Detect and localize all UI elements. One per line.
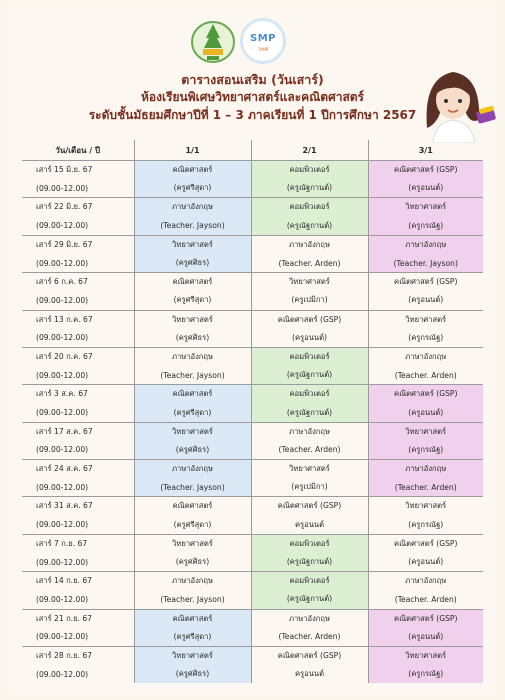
- teacher-cell: ครูอนนต์: [251, 665, 368, 683]
- subject-cell: คณิตศาสตร์ (GSP): [251, 497, 368, 516]
- date-cell: เสาร์ 7 ก.ย. 67: [22, 534, 134, 553]
- table-row: [22, 329, 483, 348]
- table-row: [22, 609, 483, 628]
- table-row: [22, 403, 483, 422]
- date-cell: เสาร์ 17 ส.ค. 67: [22, 422, 134, 441]
- school-emblem-icon: [189, 18, 237, 64]
- teacher-cell: (ครูศรีสุดา): [134, 628, 251, 647]
- date-cell: เสาร์ 13 ก.ค. 67: [22, 310, 134, 329]
- teacher-cell: (ครูณัฐกานต์): [251, 217, 368, 236]
- teacher-cell: (ครูอนนต์): [251, 329, 368, 348]
- subject-cell: คณิตศาสตร์: [134, 161, 251, 180]
- teacher-cell: (Teacher. Jayson): [134, 590, 251, 609]
- table-row: [22, 347, 483, 366]
- subject-cell: ภาษาอังกฤษ: [251, 235, 368, 254]
- header-class-1-1: 1/1: [134, 140, 251, 161]
- subject-cell: คณิตศาสตร์ (GSP): [368, 534, 483, 553]
- teacher-cell: (Teacher. Arden): [394, 370, 457, 380]
- teacher-cell: (ครูศรีสุดา): [134, 516, 251, 535]
- teacher-cell: (Teacher. Arden): [394, 594, 457, 604]
- smp-logo-text: SMP: [250, 33, 276, 44]
- subject-cell: คอมพิวเตอร์: [251, 385, 368, 404]
- subject-cell: วิทยาศาสตร์: [134, 534, 251, 553]
- term-title: ระดับชั้นมัธยมศึกษาปีที่ 1 – 3 ภาคเรียนที่ 1 ปีการศึกษา 2567: [88, 108, 417, 122]
- table-row: [22, 366, 483, 385]
- teacher-cell: (ครูศรีสุดา): [134, 179, 251, 198]
- teacher-cell: (Teacher. Jayson): [368, 254, 483, 273]
- teacher-cell: (ครูศศิธร): [134, 665, 251, 683]
- teacher-cell: (Teacher. Jayson): [134, 366, 251, 385]
- table-row: [22, 628, 483, 647]
- table-row: [22, 198, 483, 217]
- teacher-cell: (ครูอนนต์): [408, 557, 444, 567]
- table-row: [22, 534, 483, 553]
- header-class-3-1: 3/1: [368, 140, 483, 161]
- subject-cell: คณิตศาสตร์ (GSP): [368, 609, 483, 628]
- subject-cell: คณิตศาสตร์ (GSP): [368, 385, 483, 404]
- subject-cell: วิทยาศาสตร์: [134, 422, 251, 441]
- time-cell: (09.00-12.00): [22, 254, 134, 273]
- subject-cell: ภาษาอังกฤษ: [368, 572, 483, 591]
- date-cell: เสาร์ 22 มิ.ย. 67: [22, 198, 134, 217]
- subject-cell: ภาษาอังกฤษ: [368, 347, 483, 366]
- schedule-table: [22, 140, 483, 683]
- subject-cell: วิทยาศาสตร์: [368, 310, 483, 329]
- teacher-cell: (ครูเปมิกา): [251, 478, 368, 497]
- subject-cell: วิทยาศาสตร์: [251, 273, 368, 292]
- table-row: [22, 478, 483, 497]
- date-cell: เสาร์ 6 ก.ค. 67: [22, 273, 134, 292]
- subject-cell: คณิตศาสตร์: [134, 385, 251, 404]
- subject-cell: คอมพิวเตอร์: [251, 161, 368, 180]
- subject-cell: ภาษาอังกฤษ: [251, 422, 368, 441]
- time-cell: (09.00-12.00): [22, 590, 134, 609]
- table-row: [22, 235, 483, 254]
- subject-cell: คอมพิวเตอร์: [251, 534, 368, 553]
- table-row: [22, 516, 483, 535]
- time-cell: (09.00-12.00): [22, 516, 134, 535]
- teacher-cell: (Teacher. Arden): [251, 254, 368, 273]
- teacher-cell: (ครูอนนต์): [368, 179, 483, 198]
- table-row: [22, 273, 483, 292]
- subject-cell: ภาษาอังกฤษ: [134, 347, 251, 366]
- time-cell: (09.00-12.00): [22, 441, 134, 460]
- table-row: [22, 310, 483, 329]
- teacher-cell: (ครูศศิธร): [134, 254, 251, 273]
- teacher-cell: (ครูกรณัฐ): [368, 441, 483, 460]
- subject-cell: ภาษาอังกฤษ: [134, 198, 251, 217]
- header-class-2-1: 2/1: [251, 140, 368, 161]
- table-row: [22, 460, 483, 479]
- time-cell: (09.00-12.00): [22, 291, 134, 310]
- subject-cell: ภาษาอังกฤษ: [368, 235, 483, 254]
- teacher-cell: (ครูณัฐกานต์): [251, 179, 368, 198]
- date-cell: เสาร์ 14 ก.ย. 67: [22, 572, 134, 591]
- schedule-title: ตารางสอนเสริม (วันเสาร์): [181, 72, 324, 87]
- time-cell: (09.00-12.00): [22, 179, 134, 198]
- table-row: [22, 217, 483, 236]
- teacher-cell: (ครูกรณัฐ): [408, 332, 444, 342]
- teacher-cell: (ครูอนนต์): [408, 295, 444, 305]
- teacher-cell: (ครูอนนต์): [368, 628, 483, 647]
- teacher-cell: (ครูศศิธร): [134, 553, 251, 572]
- subject-cell: ภาษาอังกฤษ: [134, 572, 251, 591]
- subject-cell: คอมพิวเตอร์: [251, 198, 368, 217]
- teacher-cell: (Teacher. Arden): [251, 441, 368, 460]
- subject-cell: คณิตศาสตร์ (GSP): [251, 310, 368, 329]
- table-row: [22, 291, 483, 310]
- subject-cell: วิทยาศาสตร์: [134, 235, 251, 254]
- table-header-row: [22, 140, 483, 161]
- subject-cell: คณิตศาสตร์: [134, 273, 251, 292]
- date-cell: เสาร์ 28 ก.ย. 67: [22, 646, 134, 665]
- teacher-cell: (Teacher. Arden): [251, 628, 368, 647]
- table-row: [22, 572, 483, 591]
- subject-cell: คอมพิวเตอร์: [251, 572, 368, 591]
- teacher-cell: (ครูณัฐกานต์): [251, 403, 368, 422]
- header-date: วัน/เดือน / ปี: [22, 140, 134, 161]
- subject-cell: ภาษาอังกฤษ: [368, 460, 483, 479]
- smp-logo-subtext: วพศ: [257, 46, 269, 53]
- teacher-cell: (ครูกรณัฐ): [408, 519, 444, 529]
- table-row: [22, 646, 483, 665]
- subject-cell: วิทยาศาสตร์: [368, 422, 483, 441]
- time-cell: (09.00-12.00): [22, 329, 134, 348]
- time-cell: (09.00-12.00): [22, 665, 134, 683]
- date-cell: เสาร์ 20 ก.ค. 67: [22, 347, 134, 366]
- table-row: [22, 553, 483, 572]
- time-cell: (09.00-12.00): [22, 478, 134, 497]
- teacher-cell: (ครูเปมิกา): [251, 291, 368, 310]
- time-cell: (09.00-12.00): [22, 217, 134, 236]
- subject-cell: วิทยาศาสตร์: [134, 646, 251, 665]
- table-row: [22, 665, 483, 683]
- subject-cell: คณิตศาสตร์ (GSP): [368, 273, 483, 292]
- subject-cell: ภาษาอังกฤษ: [134, 460, 251, 479]
- table-row: [22, 422, 483, 441]
- teacher-cell: (ครูอนนต์): [368, 403, 483, 422]
- table-row: [22, 161, 483, 180]
- subject-cell: คอมพิวเตอร์: [251, 347, 368, 366]
- teacher-cell: (ครูศรีสุดา): [134, 291, 251, 310]
- date-cell: เสาร์ 21 ก.ย. 67: [22, 609, 134, 628]
- teacher-cell: ครูอนนต์: [251, 516, 368, 535]
- subject-cell: คณิตศาสตร์: [134, 609, 251, 628]
- teacher-cell: (ครูศรีสุดา): [134, 403, 251, 422]
- subject-cell: วิทยาศาสตร์: [368, 646, 483, 665]
- schedule-body: [22, 161, 483, 684]
- subject-cell: คณิตศาสตร์ (GSP): [251, 646, 368, 665]
- subject-cell: วิทยาศาสตร์: [134, 310, 251, 329]
- date-cell: เสาร์ 24 ส.ค. 67: [22, 460, 134, 479]
- time-cell: (09.00-12.00): [22, 628, 134, 647]
- time-cell: (09.00-12.00): [22, 553, 134, 572]
- teacher-cell: (ครูศศิธร): [134, 441, 251, 460]
- subject-cell: วิทยาศาสตร์: [251, 460, 368, 479]
- date-cell: เสาร์ 15 มิ.ย. 67: [22, 161, 134, 180]
- teacher-cell: (ครูศศิธร): [134, 329, 251, 348]
- teacher-cell: (ครูณัฐกานต์): [251, 590, 368, 609]
- smp-logo: [240, 18, 286, 64]
- table-row: [22, 254, 483, 273]
- teacher-cell: (ครูกรณัฐ): [368, 217, 483, 236]
- subject-cell: วิทยาศาสตร์: [368, 497, 483, 516]
- teacher-cell: (Teacher. Jayson): [134, 217, 251, 236]
- subject-cell: คณิตศาสตร์: [134, 497, 251, 516]
- teacher-cell: (ครูณัฐกานต์): [251, 553, 368, 572]
- subject-cell: คณิตศาสตร์ (GSP): [368, 161, 483, 180]
- date-cell: เสาร์ 29 มิ.ย. 67: [22, 235, 134, 254]
- teacher-cell: (ครูกรณัฐ): [368, 665, 483, 683]
- time-cell: (09.00-12.00): [22, 403, 134, 422]
- table-row: [22, 385, 483, 404]
- table-row: [22, 497, 483, 516]
- teacher-cell: (Teacher. Arden): [368, 478, 483, 497]
- subject-cell: วิทยาศาสตร์: [368, 198, 483, 217]
- teacher-cell: (Teacher. Jayson): [134, 478, 251, 497]
- time-cell: (09.00-12.00): [22, 366, 134, 385]
- table-row: [22, 441, 483, 460]
- table-row: [22, 179, 483, 198]
- subject-cell: ภาษาอังกฤษ: [251, 609, 368, 628]
- date-cell: เสาร์ 3 ส.ค. 67: [22, 385, 134, 404]
- table-row: [22, 590, 483, 609]
- date-cell: เสาร์ 31 ส.ค. 67: [22, 497, 134, 516]
- program-title: ห้องเรียนพิเศษวิทยาศาสตร์และคณิตศาสตร์: [140, 90, 365, 104]
- teacher-cell: (ครูณัฐกานต์): [251, 366, 368, 385]
